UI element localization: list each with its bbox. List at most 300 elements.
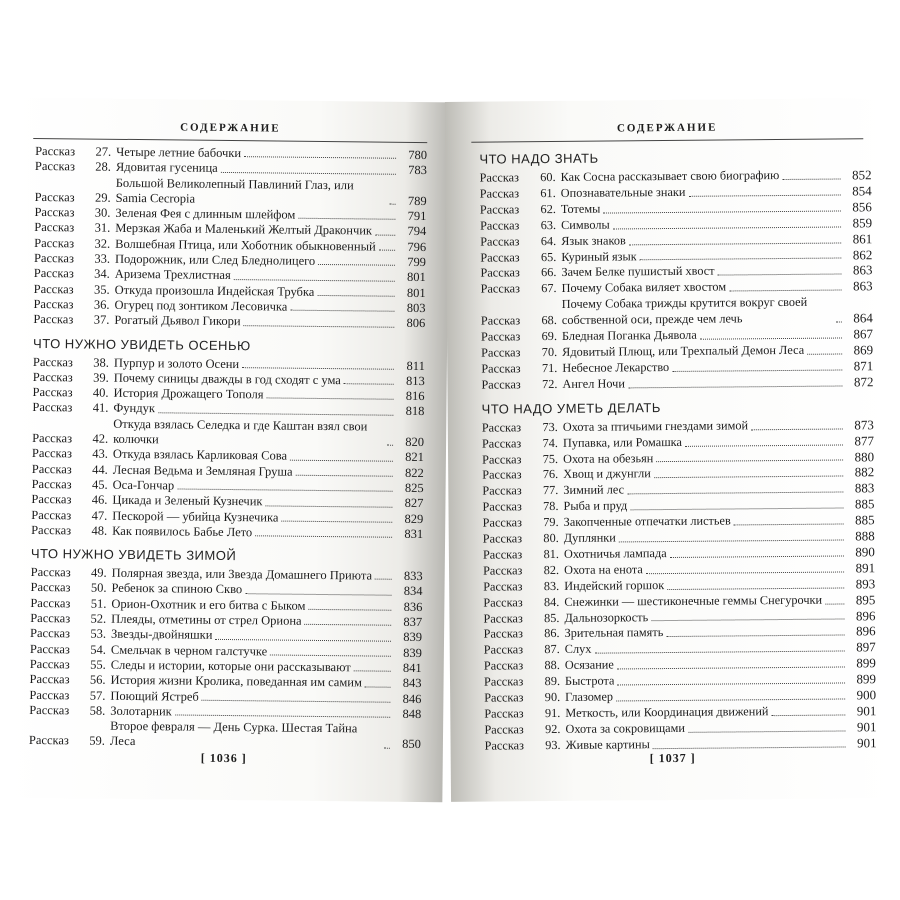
page-number: [ 1037 ] [649, 750, 696, 766]
entry-page: 799 [407, 254, 427, 270]
entry-label: Рассказ [31, 492, 72, 507]
entry-label: Рассказ [34, 205, 75, 220]
dot-leader [667, 587, 844, 590]
entry-label: Рассказ [483, 626, 523, 642]
entry-label: Рассказ [480, 249, 520, 265]
dot-leader [628, 385, 843, 388]
entry-page: 852 [852, 167, 872, 183]
entry-label: Рассказ [32, 369, 73, 385]
entry-number: 67. [541, 281, 557, 296]
entry-number: 71. [541, 360, 558, 375]
open-book [8, 100, 892, 800]
entry-label: Рассказ [484, 722, 524, 737]
entry-label: Рассказ [484, 738, 524, 753]
entry-label: Рассказ [30, 565, 71, 580]
entry-number: 52. [90, 611, 107, 626]
dot-leader [751, 428, 843, 430]
entry-page: 864 [853, 310, 873, 326]
entry-number: 87. [544, 642, 560, 657]
dot-leader [836, 322, 842, 323]
entry-title: Лесная Ведьма и Земляная Груша [112, 462, 293, 479]
entry-title: Охота за сокровищами [565, 720, 686, 736]
entry-label: Рассказ [482, 563, 523, 578]
entry-title: Тотемы [560, 201, 601, 216]
entry-number: 43. [92, 446, 109, 462]
entry-number: 54. [90, 642, 106, 657]
toc-entry [29, 718, 421, 753]
toc-list-do [482, 417, 877, 754]
entry-number: 50. [90, 581, 107, 596]
entry-page: 859 [852, 214, 873, 231]
entry-title: Подорожник, или След Бледнолицего [114, 251, 316, 268]
entry-label: Рассказ [32, 400, 73, 415]
entry-page: 862 [852, 246, 873, 262]
dot-leader [666, 635, 844, 638]
dot-leader [318, 264, 395, 266]
entry-title: Хвощ и джунгли [563, 466, 651, 482]
dot-leader [281, 520, 392, 522]
entry-label: Рассказ [481, 377, 521, 392]
entry-number: 29. [94, 190, 111, 205]
entry-title: Откуда взялась Селедка и где Каштан взял свои колючки [113, 416, 368, 447]
entry-number: 56. [89, 672, 106, 687]
entry-number: 41. [92, 401, 109, 416]
entry-label: Рассказ [32, 354, 73, 369]
entry-label: Рассказ [479, 186, 520, 201]
entry-label: Рассказ [482, 515, 523, 530]
entry-page: 896 [855, 607, 876, 623]
entry-title: Зрительная память [564, 625, 664, 641]
entry-page: 794 [407, 224, 427, 239]
entry-page: 873 [854, 416, 874, 433]
entry-number: 31. [94, 221, 111, 236]
entry-number: 55. [90, 657, 106, 672]
entry-number: 66. [541, 265, 557, 280]
dot-leader [640, 258, 842, 261]
entry-number: 62. [540, 201, 556, 216]
entry-label: Рассказ [481, 361, 521, 376]
dot-leader [379, 250, 395, 251]
entry-number: 73. [542, 419, 558, 434]
entry-number: 39. [93, 370, 109, 385]
entry-page: 861 [852, 230, 873, 247]
entry-page: 803 [406, 300, 426, 316]
dot-leader [298, 218, 395, 220]
dot-leader [688, 730, 845, 732]
entry-number: 64. [540, 233, 557, 248]
entry-label: Рассказ [482, 467, 522, 483]
entry-title: Почему Собака виляет хвостом [561, 279, 727, 296]
entry-title: Опознавательные знаки [560, 184, 686, 200]
entry-number: 28. [95, 159, 112, 175]
entry-title: Ядовитая гусеница [115, 160, 218, 176]
entry-title: Орион-Охотник и его битва с Быком [111, 596, 306, 613]
entry-title: Рыба и пруд [563, 498, 628, 514]
entry-page: 850 [402, 737, 422, 752]
entry-page: 839 [403, 630, 423, 645]
entry-label: Рассказ [33, 312, 74, 327]
entry-page: 789 [407, 193, 427, 208]
entry-label: Рассказ [483, 642, 524, 658]
dot-leader [354, 671, 391, 672]
entry-number: 69. [541, 329, 558, 344]
entry-page: 816 [405, 389, 425, 404]
entry-label: Рассказ [28, 733, 69, 748]
entry-title: Ангел Ночи [562, 376, 625, 391]
entry-page: 899 [856, 671, 877, 687]
entry-title: Полярная звезда, или Звезда Домашнего Приюта [111, 565, 373, 583]
entry-page: 848 [402, 706, 422, 721]
entry-title: Золотарник [110, 703, 172, 719]
entry-label: Рассказ [31, 522, 72, 538]
entry-page: 863 [853, 278, 873, 294]
entry-page: 833 [403, 568, 423, 584]
entry-number: 85. [544, 610, 560, 625]
entry-title: Мерзкая Жаба и Маленький Желтый Дракончик [115, 221, 373, 238]
section-title-do: ЧТО НАДО УМЕТЬ ДЕЛАТЬ [481, 399, 661, 417]
dot-leader [672, 369, 842, 371]
entry-page: 820 [405, 434, 425, 450]
entry-page: 854 [852, 183, 872, 199]
entry-page: 871 [853, 358, 874, 374]
entry-label: Рассказ [482, 499, 522, 514]
entry-page: 901 [856, 703, 877, 719]
entry-label: Рассказ [34, 159, 76, 174]
dot-leader [215, 638, 391, 641]
entry-page: 899 [856, 655, 876, 671]
dot-leader [266, 398, 393, 400]
dot-leader [290, 310, 394, 312]
entry-page: 895 [855, 591, 876, 608]
entry-title: Пурпур и золото Осени [113, 355, 240, 371]
dot-leader [244, 156, 396, 159]
dot-leader [387, 445, 393, 446]
entry-number: 61. [540, 185, 556, 201]
toc-entry [32, 416, 424, 451]
entry-number: 49. [91, 565, 107, 580]
entry-label: Рассказ [482, 547, 523, 562]
entry-page: 896 [856, 623, 876, 639]
entry-number: 32. [94, 236, 111, 251]
entry-page: 836 [403, 599, 423, 614]
entry-label: Рассказ [484, 706, 524, 721]
dot-leader [390, 204, 396, 205]
entry-page: 856 [852, 199, 872, 215]
entry-number: 65. [540, 249, 557, 264]
entry-title: Снежинки — шестиконечные геммы Снегурочки [564, 592, 823, 609]
entry-label: Рассказ [482, 483, 522, 498]
entry-label: Рассказ [483, 674, 524, 689]
entry-title: Глазомер [565, 689, 614, 705]
entry-title: Куриный язык [561, 248, 637, 264]
entry-label: Рассказ [483, 594, 523, 610]
entry-number: 82. [543, 562, 560, 577]
entry-page: 783 [408, 163, 428, 178]
dot-leader [772, 714, 846, 716]
entry-page: 872 [853, 374, 874, 390]
entry-page: 822 [404, 465, 424, 480]
entry-title: Как Сосна рассказывает свою биографию [560, 168, 780, 184]
dot-leader [242, 367, 394, 370]
entry-page: 791 [407, 209, 427, 224]
dot-leader [234, 279, 395, 282]
dot-leader [245, 593, 391, 596]
entry-label: Рассказ [484, 690, 524, 705]
entry-label: Рассказ [483, 658, 524, 673]
entry-title: Откуда произошла Индейская Трубка [114, 282, 315, 299]
entry-number: 57. [89, 688, 106, 703]
entry-page: 796 [407, 239, 427, 254]
entry-number: 42. [92, 431, 109, 446]
entry-label: Рассказ [481, 345, 521, 360]
entry-number: 47. [91, 508, 108, 523]
dot-leader [265, 505, 392, 507]
entry-label: Рассказ [31, 446, 72, 461]
toc-right [479, 144, 876, 754]
entry-page: 901 [856, 735, 877, 751]
entry-label: Рассказ [33, 296, 74, 312]
entry-label: Рассказ [31, 507, 72, 522]
entry-label: Рассказ [29, 702, 70, 718]
dot-leader [654, 476, 843, 479]
entry-label: Рассказ [29, 687, 70, 702]
dot-leader [375, 234, 395, 235]
entry-number: 45. [91, 477, 108, 492]
entry-title: Цикада и Зеленый Кузнечик [112, 493, 263, 509]
entry-number: 44. [92, 462, 108, 477]
entry-label: Рассказ [480, 281, 520, 296]
dot-leader [670, 555, 844, 558]
entry-page: 780 [408, 147, 428, 163]
entry-page: 843 [402, 676, 422, 691]
entry-title: Звезды-двойняшки [110, 627, 213, 643]
entry-label: Рассказ [33, 266, 74, 281]
running-head: СОДЕРЖАНИЕ [180, 121, 281, 135]
entry-label: Рассказ [33, 281, 74, 297]
entry-title: Почему синицы дважды в год сходят с ума [113, 370, 341, 388]
dot-leader [807, 353, 842, 354]
entry-number: 80. [543, 531, 559, 546]
dot-leader [630, 508, 843, 511]
entry-title: Зачем Белке пушистый хвост [561, 264, 715, 280]
entry-title: Огурец под зонтиком Лесовичка [114, 297, 288, 314]
entry-page: 863 [852, 262, 873, 278]
entry-label: Рассказ [480, 313, 521, 328]
entry-number: 74. [542, 435, 558, 450]
dot-leader [619, 539, 844, 542]
dot-leader [603, 210, 841, 213]
dot-leader [244, 325, 395, 328]
entry-number: 86. [544, 626, 560, 641]
entry-number: 84. [543, 594, 560, 609]
entry-label: Рассказ [479, 218, 520, 233]
entry-label: Рассказ [33, 251, 75, 266]
dot-leader [308, 609, 391, 611]
entry-label: Рассказ [34, 189, 75, 205]
entry-number: 33. [94, 251, 111, 266]
entry-label: Рассказ [482, 531, 523, 546]
entry-title: Индейский горшок [564, 577, 665, 593]
entry-title: Меткость, или Координация движений [565, 704, 769, 720]
entry-page: 869 [853, 342, 874, 358]
entry-title: Пупавка, или Ромашка [562, 434, 682, 450]
entry-page: 897 [856, 639, 876, 655]
entry-page: 825 [404, 480, 424, 495]
toc-entry [481, 294, 873, 329]
entry-page: 821 [405, 450, 425, 465]
dot-leader [375, 579, 392, 580]
entry-title: Большой Великолепный Павлиний Глаз, или Samia Cecropia [115, 175, 354, 206]
dot-leader [617, 667, 845, 670]
entry-page: 813 [405, 373, 425, 388]
entry-page: 882 [854, 464, 875, 480]
entry-page: 806 [406, 316, 426, 331]
dot-leader [317, 295, 394, 297]
dot-leader [158, 412, 393, 415]
running-head: СОДЕРЖАНИЕ [616, 121, 718, 135]
dot-leader [177, 489, 392, 492]
dot-leader [688, 194, 840, 196]
entry-label: Рассказ [35, 143, 76, 159]
entry-page: 831 [404, 526, 424, 541]
entry-number: 76. [542, 467, 559, 482]
entry-page: 867 [853, 326, 874, 342]
entry-title: Почему Собака трижды крутится вокруг своей собственной оси, прежде чем лечь [561, 295, 808, 328]
entry-label: Рассказ [34, 235, 75, 251]
dot-leader [718, 274, 842, 276]
entry-number: 63. [540, 217, 557, 232]
entry-title: Охота на обезьян [563, 450, 654, 466]
entry-page: 880 [854, 448, 875, 464]
entry-number: 83. [543, 578, 560, 593]
entry-title: Язык знаков [561, 233, 626, 248]
entry-title: Охота за птичьими гнездами зимой [562, 418, 749, 434]
dot-leader [175, 715, 390, 718]
entry-number: 48. [91, 523, 108, 538]
toc-list-winter [29, 565, 423, 753]
dot-leader [629, 242, 841, 245]
page-number: [ 1036 ] [200, 750, 247, 766]
entry-label: Рассказ [29, 641, 70, 656]
dot-leader [782, 178, 840, 180]
entry-page: 888 [855, 528, 875, 544]
entry-title: Оса-Гончар [112, 477, 175, 493]
dot-leader [617, 683, 845, 686]
entry-label: Рассказ [32, 385, 73, 400]
dot-leader [290, 459, 393, 461]
entry-number: 72. [541, 376, 558, 391]
header-rule [471, 138, 863, 142]
entry-title: Осязание [564, 657, 614, 673]
entry-label: Рассказ [479, 170, 520, 185]
entry-page: 837 [403, 614, 423, 630]
entry-number: 78. [543, 499, 559, 514]
dot-leader [734, 524, 844, 526]
dot-leader [305, 624, 392, 626]
entry-number: 40. [92, 385, 109, 400]
entry-page: 801 [406, 285, 426, 300]
entry-label: Рассказ [29, 626, 71, 641]
entry-label: Рассказ [479, 202, 520, 217]
entry-title: Аризема Трехлистная [114, 267, 231, 283]
entry-title: Бледная Поганка Дьявола [561, 327, 697, 344]
dot-leader [221, 172, 396, 175]
entry-page: 877 [854, 432, 874, 448]
dot-leader [700, 337, 842, 339]
section-title-know: ЧТО НАДО ЗНАТЬ [479, 150, 599, 167]
entry-number: 30. [94, 205, 111, 220]
entry-number: 75. [542, 451, 559, 466]
entry-number: 90. [544, 690, 561, 705]
entry-page: 829 [404, 511, 424, 526]
header-rule [33, 138, 427, 143]
dot-leader [627, 492, 843, 495]
entry-label: Рассказ [30, 595, 71, 611]
entry-number: 53. [90, 626, 107, 642]
entry-page: 885 [855, 512, 875, 528]
entry-title: Как появилось Бабье Лето [112, 523, 253, 540]
dot-leader [646, 571, 844, 574]
entry-page: 846 [402, 691, 422, 706]
entry-title: Откуда взялась Карликовая Сова [112, 447, 288, 463]
entry-number: 34. [94, 266, 110, 282]
dot-leader [270, 654, 391, 656]
dot-leader [656, 460, 843, 463]
entry-page: 801 [406, 270, 426, 285]
entry-title: Дуплянки [563, 530, 616, 545]
dot-leader [685, 444, 843, 446]
entry-label: Рассказ [30, 610, 71, 626]
dot-leader [202, 700, 391, 703]
entry-title: Охотничья лампада [563, 545, 667, 561]
entry-number: 70. [541, 344, 558, 360]
dot-leader [825, 603, 844, 604]
entry-title: История жизни Кролика, поведанная им самим [110, 672, 362, 690]
entry-label: Рассказ [483, 610, 523, 626]
entry-page: 811 [406, 358, 425, 373]
entry-page: 891 [855, 560, 876, 576]
toc-entry [31, 523, 423, 542]
section-title-autumn: ЧТО НУЖНО УВИДЕТЬ ОСЕНЬЮ [33, 335, 251, 353]
toc-entry [33, 312, 425, 331]
entry-page: 901 [856, 719, 877, 735]
section-title-winter: ЧТО НУЖНО УВИДЕТЬ ЗИМОЙ [30, 546, 237, 564]
entry-label: Рассказ [481, 435, 522, 451]
entry-label: Рассказ [480, 265, 520, 281]
entry-number: 77. [542, 483, 559, 498]
entry-title: Небесное Лекарство [562, 359, 670, 375]
entry-title: Фундук [113, 401, 156, 416]
dot-leader [729, 290, 841, 292]
entry-title: Второе февраля — День Сурка. Шестая Тайна Леса [109, 718, 358, 749]
entry-title: Быстрота [564, 673, 615, 689]
entry-title: Закопченные отпечатки листьев [563, 513, 731, 530]
dot-leader [653, 746, 846, 749]
entry-number: 92. [544, 721, 561, 737]
entry-title: Волшебная Птица, или Хоботник обыкновенный [115, 236, 376, 254]
toc-list-autumn [31, 355, 425, 543]
entry-title: Рогатый Дьявол Гикори [114, 313, 241, 329]
dot-leader [616, 698, 845, 701]
entry-number: 36. [93, 297, 110, 312]
dot-leader [594, 651, 844, 654]
entry-number: 81. [543, 546, 559, 562]
entry-label: Рассказ [34, 220, 75, 235]
entry-number: 93. [545, 737, 561, 752]
entry-label: Рассказ [482, 451, 522, 467]
toc-entry [481, 374, 873, 393]
entry-label: Рассказ [480, 233, 520, 249]
